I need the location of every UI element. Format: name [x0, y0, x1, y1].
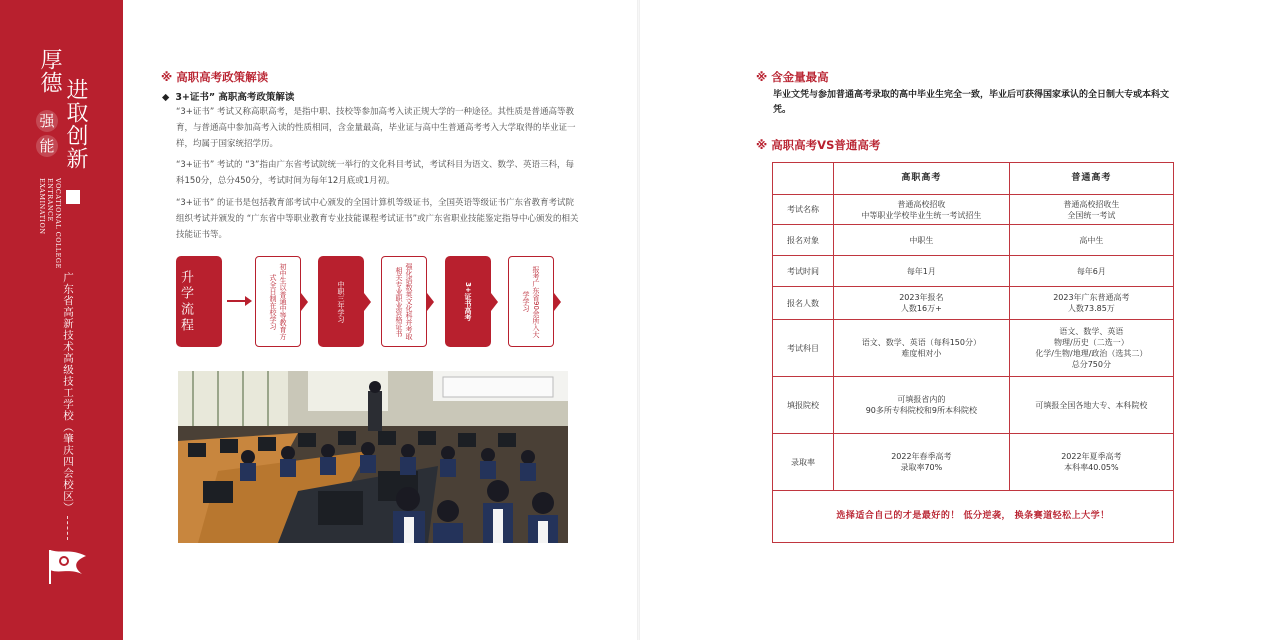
policy-paragraph-1: “3+证书” 考试又称高职高考，是指中职、技校等参加高考入读正规大学的一种途径。其性质是普通高等教育，与普通高中参加高考入读的性质相同，含金量最高，毕业证与高中生普通高考考入大学取得的毕业证一样，均属于国家统招学历。	[176, 107, 576, 149]
cell-general: 可填报全国各地大专、本科院校	[1009, 377, 1173, 434]
flag-logo-icon	[42, 546, 90, 586]
flow-step-4	[445, 256, 491, 347]
dashed-divider	[67, 516, 68, 540]
cell-vocational: 可填报省内的 90多所专科院校和9所本科院校	[834, 377, 1010, 434]
cell-vocational: 每年1月	[834, 256, 1010, 287]
table-header-row	[773, 163, 1174, 195]
table-row	[773, 434, 1174, 491]
chevron-right-icon	[364, 293, 371, 311]
header-vocational: 高职高考	[834, 163, 1010, 195]
comparison-title-text: 高职高考VS普通高考	[771, 138, 881, 152]
cell-vocational: 语文、数学、英语（每科150分） 难度相对小	[834, 320, 1010, 377]
policy-subtitle-text: 3+证书” 高职高考政策解读	[175, 92, 295, 103]
motto-part-1: 厚德	[37, 48, 62, 94]
cell-vocational: 中职生	[834, 225, 1010, 256]
policy-subtitle	[162, 89, 294, 103]
school-name: 广东省高新技术高级技工学校（肇庆四会校区）	[62, 272, 74, 514]
chevron-right-icon	[427, 293, 434, 311]
row-label: 报名对象	[773, 225, 834, 256]
row-label: 考试名称	[773, 195, 834, 225]
cell-vocational: 2022年春季高考 录取率70%	[834, 434, 1010, 491]
flow-title-box	[176, 256, 222, 347]
motto-part-2: 进取创新	[63, 78, 88, 170]
policy-section-title	[161, 69, 268, 85]
classroom-photo	[178, 371, 568, 543]
chevron-right-icon	[301, 293, 308, 311]
row-label: 考试科目	[773, 320, 834, 377]
motto-badges	[36, 110, 58, 160]
flow-step-1	[255, 256, 301, 347]
policy-title-text: 高职高考政策解读	[176, 70, 269, 84]
cell-general: 语文、数学、英语 物理/历史（二选一） 化学/生物/地理/政治（选其二） 总分750分	[1009, 320, 1173, 377]
motto-badge-1: 强	[36, 110, 58, 132]
table-footer-row	[773, 491, 1174, 543]
table-row	[773, 287, 1174, 320]
value-title-text: 含金量最高	[771, 70, 829, 84]
comparison-table	[772, 162, 1174, 543]
policy-paragraph-3: “3+证书” 的证书是包括教育部考试中心颁发的全国计算机等级证书，全国英语等级证书广东省教育考试院组织考试并颁发的 “广东省中等职业教育专业技能课程考试证书”或广东省职业技能鉴定指导中心颁发的相关技能证书等。	[176, 198, 579, 240]
section-mark: ※	[161, 70, 173, 84]
row-label: 考试时间	[773, 256, 834, 287]
cell-vocational: 2023年报名 人数16万+	[834, 287, 1010, 320]
row-label: 录取率	[773, 434, 834, 491]
row-label: 报名人数	[773, 287, 834, 320]
table-row	[773, 225, 1174, 256]
value-paragraph: 毕业文凭与参加普通高考录取的高中毕业生完全一致，毕业后可获得国家承认的全日制大专或本科文凭。	[773, 90, 1170, 115]
comparison-section-title	[756, 137, 880, 153]
flow-arrow-icon	[227, 300, 249, 302]
motto-badge-2: 能	[36, 135, 58, 157]
row-label: 填报院校	[773, 377, 834, 434]
cell-general: 2022年夏季高考 本科率40.05%	[1009, 434, 1173, 491]
cell-vocational: 普通高校招收 中等职业学校毕业生统一考试招生	[834, 195, 1010, 225]
cell-general: 高中生	[1009, 225, 1173, 256]
chevron-right-icon	[491, 293, 498, 311]
flow-step-3-text: 强化语数英文化科并考取相关专业职业资格证书	[395, 263, 413, 340]
flow-step-1-text: 初中生以普通中等教育方式全日制在校学习	[269, 263, 287, 340]
flow-step-2-text: 中职三年学习	[337, 280, 345, 323]
flow-step-5	[508, 256, 554, 347]
header-general: 普通高考	[1009, 163, 1173, 195]
flow-title: 升学流程	[178, 269, 193, 334]
flow-step-3	[381, 256, 427, 347]
cell-general: 每年6月	[1009, 256, 1173, 287]
table-row	[773, 195, 1174, 225]
cell-general: 2023年广东普通高考 人数73.85万	[1009, 287, 1173, 320]
policy-paragraph-2: “3+证书” 考试的 “3”指由广东省考试院统一举行的文化科目考试，考试科目为语文、数学、英语三科，每科150分，总分450分，考试时间为每年12月底或1月初。	[176, 160, 574, 186]
table-row	[773, 320, 1174, 377]
cell-general: 普通高校招收生 全国统一考试	[1009, 195, 1173, 225]
table-footer-slogan: 选择适合自己的才是最好的！ 低分逆袭， 换条赛道轻松上大学！	[773, 491, 1174, 543]
page-fold	[637, 0, 640, 640]
flow-step-5-text: 报考广东省90余所入大学学习	[522, 265, 540, 338]
sidebar-banner	[0, 0, 123, 640]
header-blank	[773, 163, 834, 195]
flow-step-2	[318, 256, 364, 347]
diamond-icon: ◆	[162, 92, 170, 103]
section-mark: ※	[756, 138, 768, 152]
flow-step-4-text: 3+证书高考	[464, 282, 472, 321]
chevron-right-icon	[554, 293, 561, 311]
value-section-title	[756, 69, 829, 85]
seal-stamp	[66, 190, 80, 204]
english-subtitle: VOCATIONAL COLLEGE ENTRANCE EXAMINATION	[38, 178, 62, 269]
section-mark: ※	[756, 70, 768, 84]
table-row	[773, 256, 1174, 287]
table-row	[773, 377, 1174, 434]
